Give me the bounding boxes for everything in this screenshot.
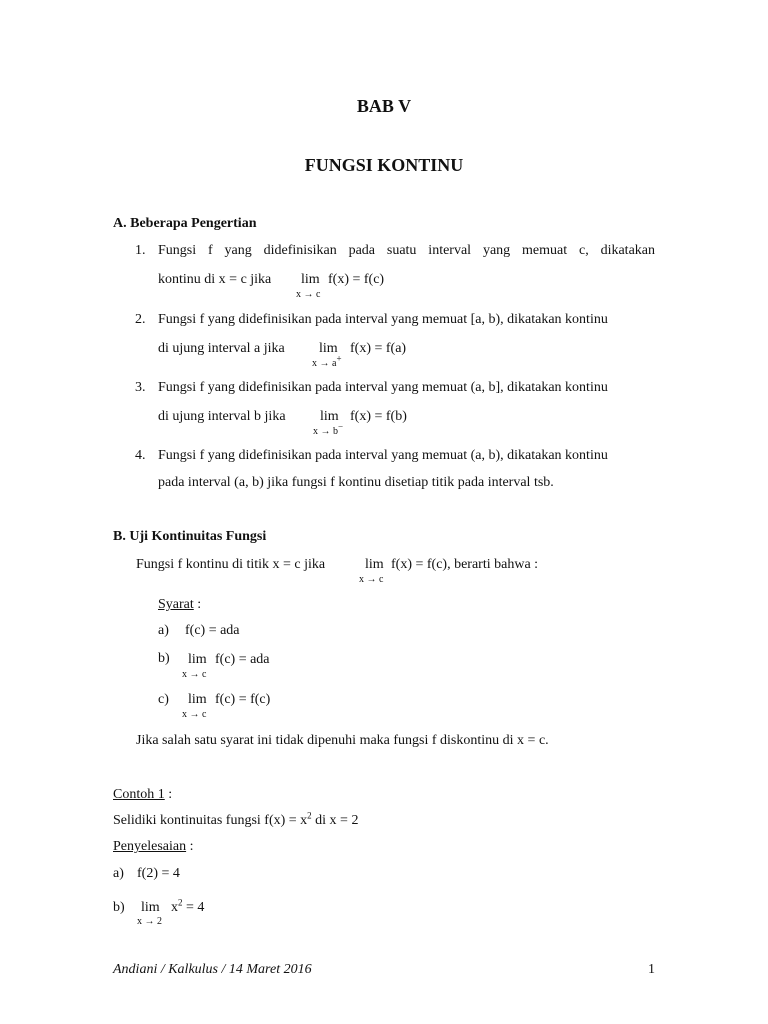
- item-1-line2-pre: kontinu di x = c jika: [158, 272, 272, 287]
- solution-a-text: f(2) = 4: [137, 866, 180, 881]
- page-number: 1: [648, 962, 655, 977]
- item-3-line2-pre: di ujung interval b jika: [158, 409, 286, 424]
- section-b-intro-equation: f(x) = f(c), berarti bahwa :: [391, 557, 539, 572]
- item-2-line2-pre: di ujung interval a jika: [158, 341, 285, 356]
- item-3-limit-subscript: x → b−: [313, 421, 344, 437]
- item-2-lim: lim: [319, 341, 338, 356]
- section-b-closing: Jika salah satu syarat ini tidak dipenuhi maka fungsi f diskontinu di x = c.: [136, 733, 549, 748]
- section-b-intro-lim: lim: [365, 557, 384, 572]
- footer-text: Andiani / Kalkulus / 14 Maret 2016: [113, 962, 312, 977]
- condition-a-label: a): [158, 623, 169, 638]
- solution-b-label: b): [113, 900, 125, 915]
- example-problem: Selidiki kontinuitas fungsi $f(x) = x^2$ di x = 2: [113, 810, 359, 828]
- condition-c-limit-subscript: x → c: [182, 709, 207, 720]
- condition-a-text: f(c) = ada: [185, 623, 240, 638]
- section-b-intro-limit-subscript: x → c: [359, 574, 384, 585]
- page-title: FUNGSI KONTINU: [304, 155, 464, 175]
- item-2-number: 2.: [135, 312, 146, 327]
- solution-b-limit-subscript: x → 2: [137, 916, 162, 927]
- condition-b-text: f(c) = ada: [215, 652, 270, 667]
- item-2-line1: Fungsi f yang didefinisikan pada interval yang memuat [a, b), dikatakan kontinu: [158, 312, 608, 327]
- condition-c-lim: lim: [188, 692, 207, 707]
- item-4-line1: Fungsi f yang didefinisikan pada interval yang memuat (a, b), dikatakan kontinu: [158, 448, 608, 463]
- item-4-number: 4.: [135, 448, 146, 463]
- solution-label: Penyelesaian :: [113, 839, 194, 854]
- item-1-number: 1.: [135, 243, 146, 258]
- condition-c-label: c): [158, 692, 169, 707]
- item-3-lim: lim: [320, 409, 339, 424]
- syarat-label: Syarat :: [158, 597, 202, 612]
- condition-b-label: b): [158, 651, 170, 666]
- item-3-number: 3.: [135, 380, 146, 395]
- item-1-line1: Fungsi f yang didefinisikan pada suatu interval yang memuat c, dikatakan: [158, 243, 655, 258]
- item-3-equation: f(x) = f(b): [350, 409, 407, 424]
- item-1-equation: f(x) = f(c): [328, 272, 385, 287]
- section-b-heading: B. Uji Kontinuitas Fungsi: [113, 529, 267, 544]
- item-2-equation: f(x) = f(a): [350, 341, 407, 356]
- solution-a-label: a): [113, 866, 124, 881]
- item-1-lim: lim: [301, 272, 320, 287]
- condition-c-text: f(c) = f(c): [215, 692, 271, 707]
- example-label: Contoh 1 :: [113, 787, 173, 802]
- chapter-heading: BAB V: [356, 96, 412, 116]
- condition-b-limit-subscript: x → c: [182, 669, 207, 680]
- solution-b-expression: $x^2 = 4$: [171, 897, 205, 915]
- item-4-line2: pada interval (a, b) jika fungsi f kontinu disetiap titik pada interval tsb.: [158, 475, 554, 490]
- item-1-limit-subscript: x → c: [296, 289, 321, 300]
- item-3-line1: Fungsi f yang didefinisikan pada interval yang memuat (a, b], dikatakan kontinu: [158, 380, 608, 395]
- section-a-heading: A. Beberapa Pengertian: [113, 216, 257, 231]
- section-b-intro-pre: Fungsi f kontinu di titik x = c jika: [136, 557, 326, 572]
- condition-b-lim: lim: [188, 652, 207, 667]
- item-2-limit-subscript: x → a+: [312, 353, 342, 369]
- solution-b-lim: lim: [141, 900, 160, 915]
